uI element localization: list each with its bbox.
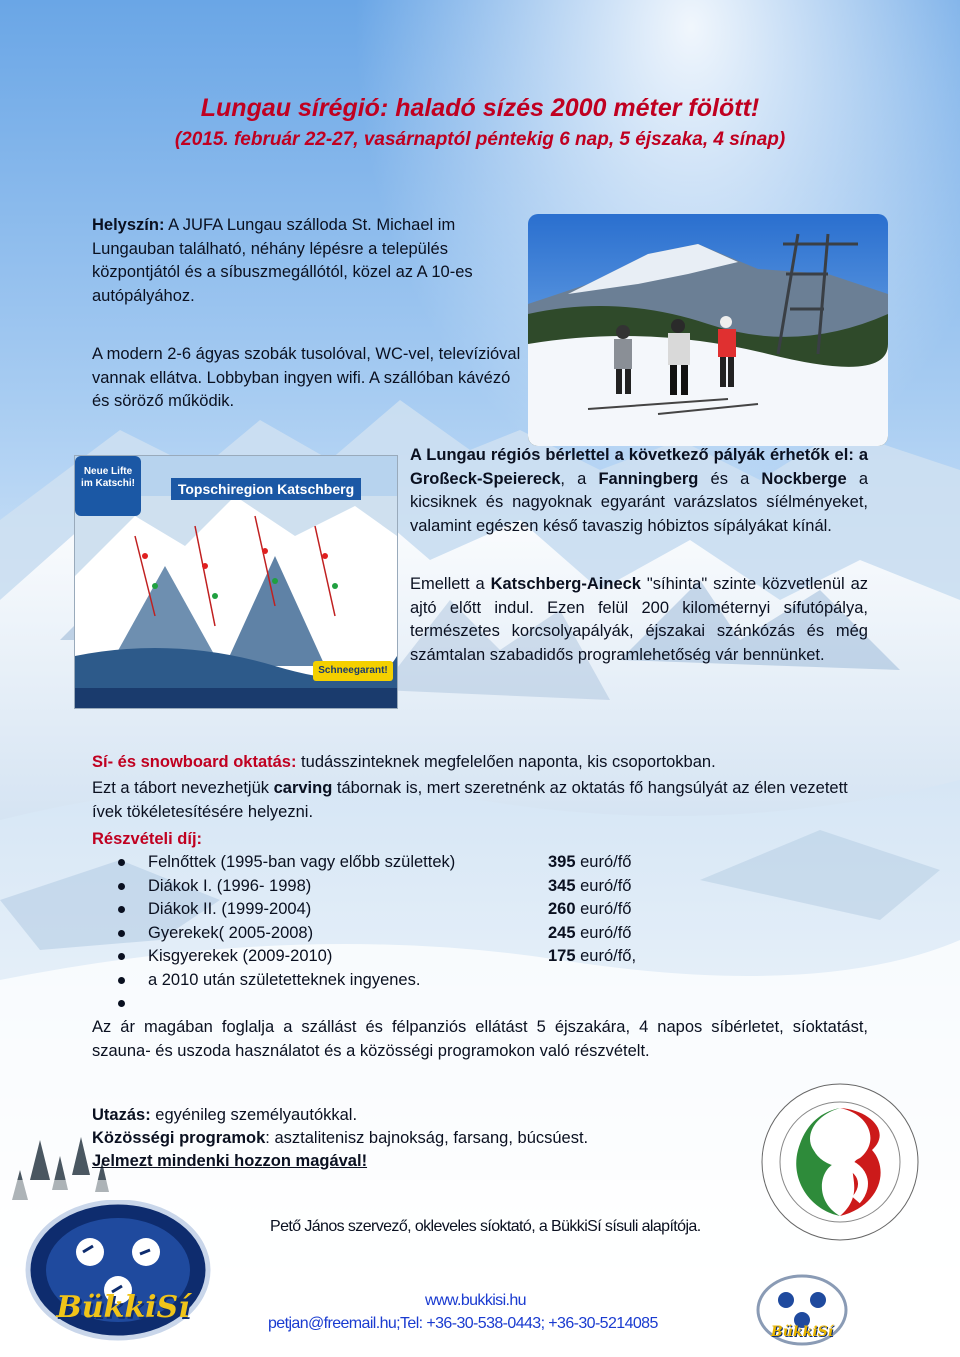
fee-price: 245 euró/fő (548, 923, 632, 942)
page-subtitle: (2015. február 22-27, vasárnaptól péntekig 6 nap, 5 éjszaka, 4 sínap) (174, 129, 786, 150)
bukkisi-logo-text: BükkiSí (56, 1290, 190, 1325)
resort-grosseck: Großeck-Speiereck (410, 469, 561, 488)
federation-logo (760, 1080, 920, 1245)
bukkisi-logo-small-text: BükkiSí (770, 1324, 834, 1340)
fee-list (118, 851, 678, 1016)
fee-label: Diákok I. (1996- 1998) (148, 876, 312, 895)
ski-map-title: Topschiregion Katschberg (177, 481, 355, 497)
fee-price: 345 euró/fő (548, 876, 632, 895)
carving-text-c: tábornak is, mert szeretnénk az oktatás fő hangsúlyát az élen vezetett ívek tökéletesítésére helyezni. (92, 779, 848, 821)
resort-nockberge: Nockberge (761, 469, 847, 488)
lessons-text: tudásszinteknek megfelelően naponta, kis csoportokban. (296, 753, 716, 771)
ski-map-image (74, 455, 398, 709)
resort-fanningberg: Fanningberg (598, 469, 699, 488)
carving-text-a: Ezt a tábort nevezhetjük (92, 779, 274, 797)
fee-item (118, 851, 678, 875)
fee-label: Felnőttek (1995-ban vagy előbb születtek) (148, 853, 456, 871)
ski-map-corner-logo: Neue Lifte im Katschi! (81, 466, 135, 489)
programs-label: Közösségi programok (92, 1129, 266, 1147)
bullet-icon (118, 977, 125, 984)
fee-label: a 2010 után születetteknek ingyenes. (148, 970, 421, 989)
fee-item (118, 875, 678, 899)
ski-map-badge: Schneegarant! (318, 665, 388, 676)
programs-line (92, 1127, 588, 1151)
lessons-label: Sí- és snowboard oktatás: (92, 753, 297, 771)
page-title: Lungau sírégió: haladó sízés 2000 méter fölött! (200, 94, 760, 122)
skiers-photo (528, 214, 888, 446)
fee-item (118, 898, 678, 922)
bullet-icon (118, 1000, 125, 1007)
fee-item (118, 922, 678, 946)
fee-label: Kisgyerekek (2009-2010) (148, 947, 333, 965)
ski-pass-paragraph (410, 444, 868, 538)
costume-note: Jelmezt mindenki hozzon magával! (92, 1152, 368, 1170)
ski-pass-rest: a kicsiknek és nagyoknak egyaránt varázslatos síélményeket, valamint egészen késő tavaszig hóbiztos sípályákat kínál. (410, 469, 869, 535)
fee-price: 395 euró/fő (548, 853, 632, 871)
bullet-icon (118, 883, 125, 890)
location-label: Helyszín: (92, 216, 165, 234)
fee-price: 175 euró/fő, (548, 947, 637, 965)
location-paragraph (92, 214, 522, 308)
resort-katschberg: Katschberg-Aineck (490, 575, 641, 593)
fees-label: Részvételi díj: (92, 830, 203, 848)
bullet-icon (118, 953, 125, 960)
fee-label: Diákok II. (1999-2004) (148, 900, 312, 918)
ski-pass-sep2: és a (698, 469, 762, 488)
website-link[interactable]: www.bukkisi.hu (425, 1292, 526, 1309)
carving-word: carving (273, 779, 333, 797)
contact-line[interactable]: petjan@freemail.hu;Tel: +36-30-538-0443; +36-30-5214085 (268, 1315, 658, 1332)
fee-item (118, 992, 678, 1016)
katschberg-rest: "síhinta" szinte közvetlenül az ajtó előtt indul. Ezen felül 200 kilométernyi sífutópálya, természetes korcsolyapályák, éjszakai szánkózás és még számtalan szabadidős programlehetőség vár bennünket. (410, 575, 868, 664)
katschberg-intro: Emellett a (410, 575, 491, 593)
programs-text: : asztalitenisz bajnokság, farsang, búcsúest. (265, 1129, 589, 1147)
bullet-icon (118, 930, 125, 937)
bullet-icon (118, 859, 125, 866)
ski-pass-intro: A Lungau régiós bérlettel a következő pályák érhetők el: a (410, 446, 868, 464)
katschberg-paragraph (410, 573, 868, 667)
fee-item (118, 945, 678, 969)
rooms-paragraph: A modern 2-6 ágyas szobák tusolóval, WC-vel, televízióval vannak ellátva. Lobbyban ingyen wifi. A szállóban kávézó és söröző működik. (92, 345, 521, 410)
price-includes-paragraph: Az ár magában foglalja a szállást és félpanziós ellátást 5 éjszakára, 4 napos síbérletet, síoktatást, szauna- és uszoda használatot és a közösségi programokon való részvételt. (92, 1018, 868, 1060)
fee-item (118, 969, 678, 993)
fee-price: 260 euró/fő (548, 900, 632, 918)
location-text: A JUFA Lungau szálloda St. Michael im Lungauban található, néhány lépésre a település központjától és a síbuszmegállótól, közel az A 10-es autópályához. (92, 216, 473, 305)
bukkisi-logo-large (20, 1200, 220, 1350)
fee-label: Gyerekek( 2005-2008) (148, 923, 314, 942)
bullet-icon (118, 906, 125, 913)
travel-label: Utazás: (92, 1106, 151, 1124)
organizer-line: Pető János szervező, okleveles síoktató, a BükkiSí sísuli alapítója. (270, 1218, 701, 1235)
travel-text: egyénileg személyautókkal. (150, 1106, 358, 1124)
lessons-line (92, 751, 882, 775)
carving-paragraph (92, 777, 872, 824)
ski-pass-sep1: , a (560, 469, 599, 488)
bukkisi-logo-small (752, 1272, 852, 1352)
travel-line (92, 1104, 357, 1128)
